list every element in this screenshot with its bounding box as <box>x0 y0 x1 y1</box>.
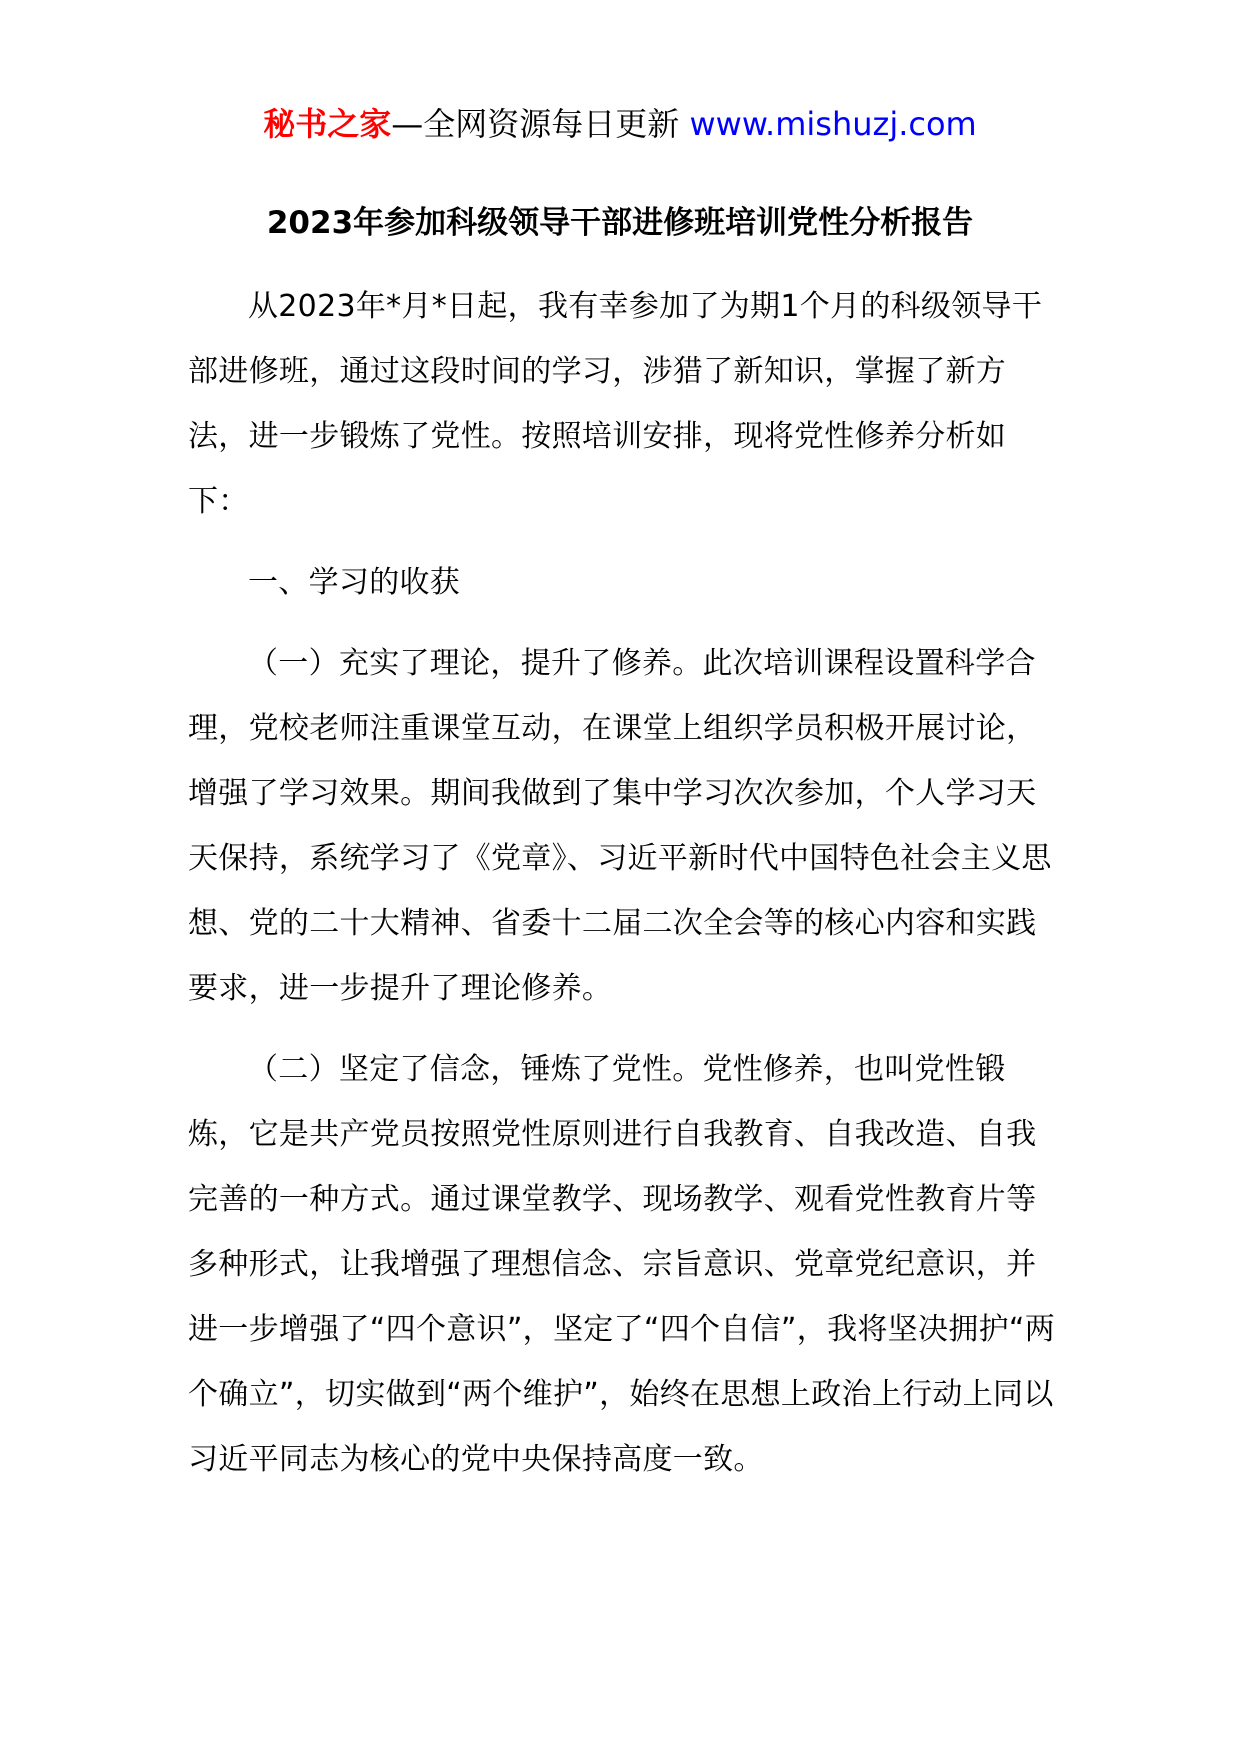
site-header <box>0 96 1240 152</box>
subsection-paragraph-theory: （一）充实了理论，提升了修养。此次培训课程设置科学合理，党校老师注重课堂互动，在课堂上组织学员积极开展讨论，增强了学习效果。期间我做到了集中学习次次参加，个人学习天天保持，系统学习了《党章》、习近平新时代中国特色社会主义思想、党的二十大精神、省委十二届二次全会等的核心内容和实践要求，进一步提升了理论修养。 <box>188 646 1052 1006</box>
document-body <box>188 274 1060 1508</box>
site-tagline: —全网资源每日更新 <box>391 105 690 143</box>
intro-paragraph: 从2023年*月*日起，我有幸参加了为期1个月的科级领导干部进修班，通过这段时间的学习，涉猎了新知识，掌握了新方法，进一步锻炼了党性。按照培训安排，现将党性修养分析如下： <box>188 289 1043 519</box>
document-title: 2023年参加科级领导干部进修班培训党性分析报告 <box>266 205 974 241</box>
site-url-link[interactable]: www.mishuzj.com <box>689 105 977 143</box>
site-brand: 秘书之家 <box>263 105 392 143</box>
section-heading-learning-gains: 一、学习的收获 <box>248 565 461 600</box>
subsection-paragraph-belief: （二）坚定了信念，锤炼了党性。党性修养，也叫党性锻炼，它是共产党员按照党性原则进行自我教育、自我改造、自我完善的一种方式。通过课堂教学、现场教学、观看党性教育片等多种形式，让我增强了理想信念、宗旨意识、党章党纪意识，并进一步增强了“四个意识”，坚定了“四个自信”，我将坚决拥护“两个确立”，切实做到“两个维护”，始终在思想上政治上行动上同以习近平同志为核心的党中央保持高度一致。 <box>188 1052 1056 1477</box>
